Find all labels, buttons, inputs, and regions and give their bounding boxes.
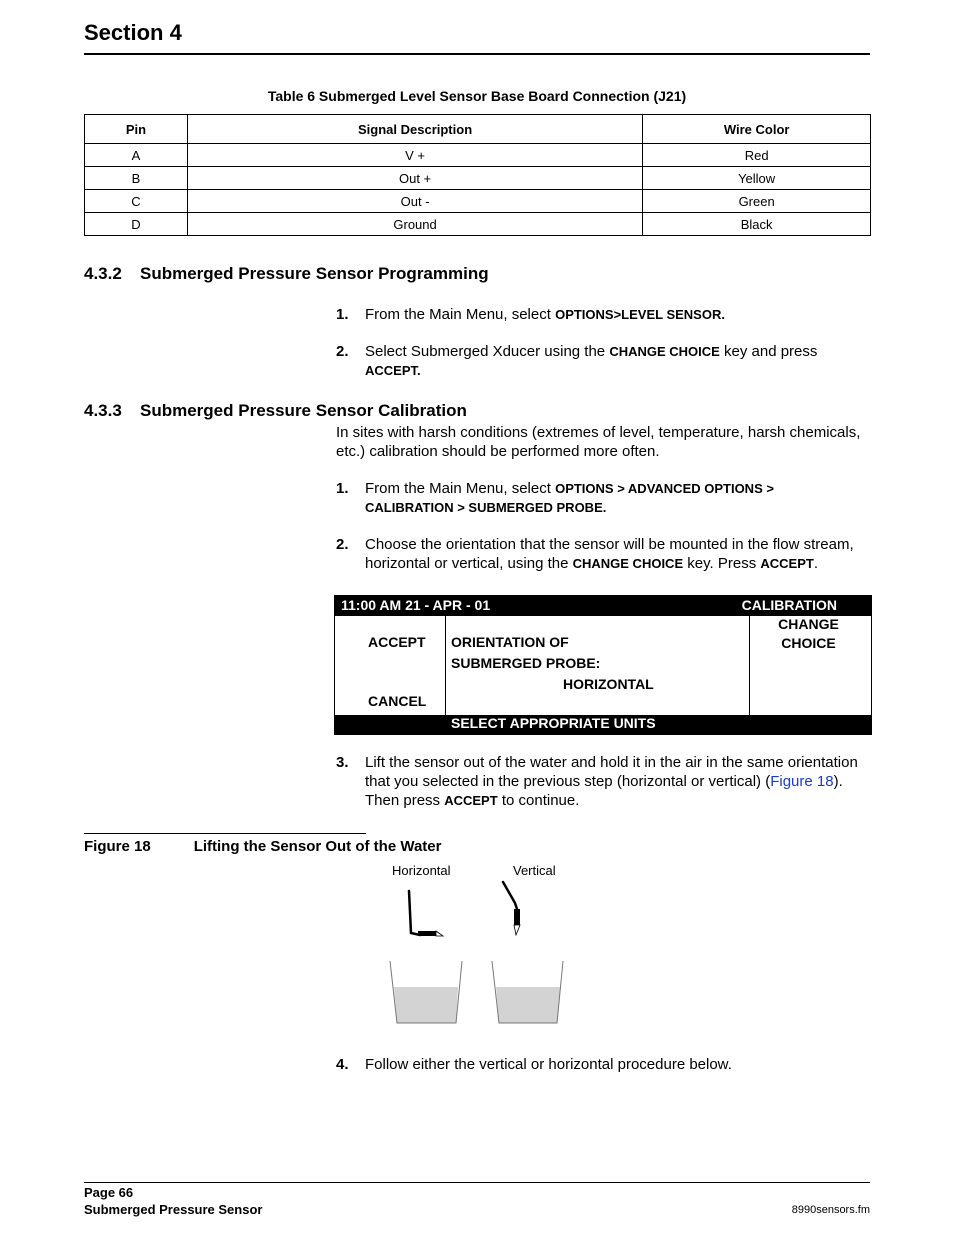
cell-signal: Out - — [187, 190, 642, 213]
lcd-divider-left — [445, 616, 446, 715]
step-text: . — [813, 555, 818, 572]
water-beaker-left — [390, 961, 462, 1023]
lcd-mode: CALIBRATION — [741, 597, 837, 613]
table-row — [85, 190, 871, 213]
figure-title: Lifting the Sensor Out of the Water — [193, 838, 442, 855]
menu-path: OPTIONS > ADVANCED OPTIONS > — [555, 481, 774, 496]
table-row — [85, 167, 871, 190]
lcd-screen — [334, 595, 872, 735]
lcd-change-choice-softkey[interactable] — [750, 615, 867, 653]
step-text: From the Main Menu, select — [365, 306, 556, 323]
step-number: 1. — [336, 480, 349, 497]
header-rule — [84, 53, 870, 55]
heading-number: 4.3.2 — [84, 264, 122, 283]
key-name: ACCEPT — [760, 556, 814, 571]
section-title: Section 4 — [84, 20, 182, 45]
step-text: Lift the sensor out of the water and hold it in the air in the same orientation that you selected in the previous step (horizontal or vertical) ( — [365, 754, 858, 790]
lcd-footer-bar — [335, 715, 871, 735]
step-text: Follow either the vertical or horizontal procedure below. — [365, 1056, 732, 1073]
figure-18-link[interactable]: Figure 18 — [770, 773, 834, 790]
cell-pin: D — [85, 213, 188, 236]
step-number: 2. — [336, 343, 349, 360]
footer-file-name: 8990sensors.fm — [791, 1204, 870, 1216]
step-text: ). Then press — [365, 773, 843, 809]
cell-pin: C — [85, 190, 188, 213]
page-number: Page 66 — [84, 1185, 134, 1200]
step-text: to continue. — [497, 792, 580, 809]
sensor-lifting-illustration — [380, 875, 580, 1030]
step-number: 3. — [336, 754, 349, 771]
heading-text: Submerged Pressure Sensor Programming — [140, 264, 489, 283]
step-number: 1. — [336, 306, 349, 323]
table-row — [85, 213, 871, 236]
calibration-step-1 — [336, 479, 871, 517]
lcd-time: 11:00 AM 21 - APR - 01 — [341, 597, 491, 613]
calibration-step-2 — [336, 535, 871, 573]
step-number: 4. — [336, 1056, 349, 1073]
water-beaker-right — [492, 961, 563, 1023]
lcd-accept-softkey[interactable]: ACCEPT — [368, 634, 426, 650]
lcd-prompt-line-2: SUBMERGED PROBE: — [451, 655, 601, 671]
heading-4-3-3 — [84, 401, 467, 421]
cell-signal: Out + — [187, 167, 642, 190]
lcd-softkey-label: CHANGE — [778, 616, 839, 632]
step-number: 2. — [336, 536, 349, 553]
vertical-sensor-icon — [503, 882, 520, 935]
table-header-row — [85, 115, 871, 144]
table-row — [85, 144, 871, 167]
col-header-wire-color: Wire Color — [643, 115, 871, 144]
step-text: From the Main Menu, select — [365, 480, 556, 497]
calibration-step-3 — [336, 753, 871, 810]
footer-rule — [84, 1182, 870, 1183]
heading-4-3-2 — [84, 264, 489, 284]
calibration-step-4 — [336, 1055, 871, 1074]
step-text: key. Press — [683, 555, 761, 572]
programming-step-2 — [336, 342, 871, 380]
col-header-pin: Pin — [85, 115, 188, 144]
figure-caption — [84, 838, 441, 855]
cell-pin: B — [85, 167, 188, 190]
cell-wire-color: Green — [643, 190, 871, 213]
cell-signal: V + — [187, 144, 642, 167]
pin-connection-table — [84, 114, 871, 236]
label-horizontal: Horizontal — [392, 863, 451, 878]
step-text: Choose the orientation that the sensor will be mounted in the flow stream, horizontal or vertical, using the — [365, 536, 854, 572]
table-caption: Table 6 Submerged Level Sensor Base Board Connection (J21) — [267, 88, 687, 104]
lcd-softkey-label: CHOICE — [781, 635, 836, 651]
key-name: CHANGE CHOICE — [609, 344, 720, 359]
key-name: ACCEPT. — [365, 363, 421, 378]
horizontal-sensor-icon — [409, 891, 443, 936]
cell-signal: Ground — [187, 213, 642, 236]
heading-number: 4.3.3 — [84, 401, 122, 420]
cell-wire-color: Red — [643, 144, 871, 167]
figure-rule — [84, 833, 366, 834]
menu-path: OPTIONS>LEVEL SENSOR. — [555, 307, 725, 322]
programming-step-1 — [336, 305, 871, 324]
step-text: Select Submerged Xducer using the — [365, 343, 610, 360]
step-text: key and press — [719, 343, 818, 360]
key-name: CHANGE CHOICE — [572, 556, 684, 571]
col-header-signal: Signal Description — [187, 115, 642, 144]
lcd-selected-value: HORIZONTAL — [563, 676, 654, 692]
heading-text: Submerged Pressure Sensor Calibration — [140, 401, 467, 420]
cell-wire-color: Yellow — [643, 167, 871, 190]
lcd-status-bar — [335, 596, 871, 616]
label-vertical: Vertical — [513, 863, 556, 878]
lcd-prompt-line-1: ORIENTATION OF — [451, 634, 569, 650]
figure-number: Figure 18 — [84, 838, 151, 855]
cell-wire-color: Black — [643, 213, 871, 236]
footer-doc-title: Submerged Pressure Sensor — [84, 1202, 263, 1217]
calibration-intro: In sites with harsh conditions (extremes of level, temperature, harsh chemicals, etc.) calibration should be performed more often. — [336, 424, 861, 460]
lcd-cancel-softkey[interactable]: CANCEL — [368, 693, 427, 709]
key-name: ACCEPT — [444, 793, 498, 808]
menu-path: CALIBRATION > SUBMERGED PROBE. — [365, 500, 607, 515]
lcd-footer-text: SELECT APPROPRIATE UNITS — [451, 715, 656, 731]
cell-pin: A — [85, 144, 188, 167]
